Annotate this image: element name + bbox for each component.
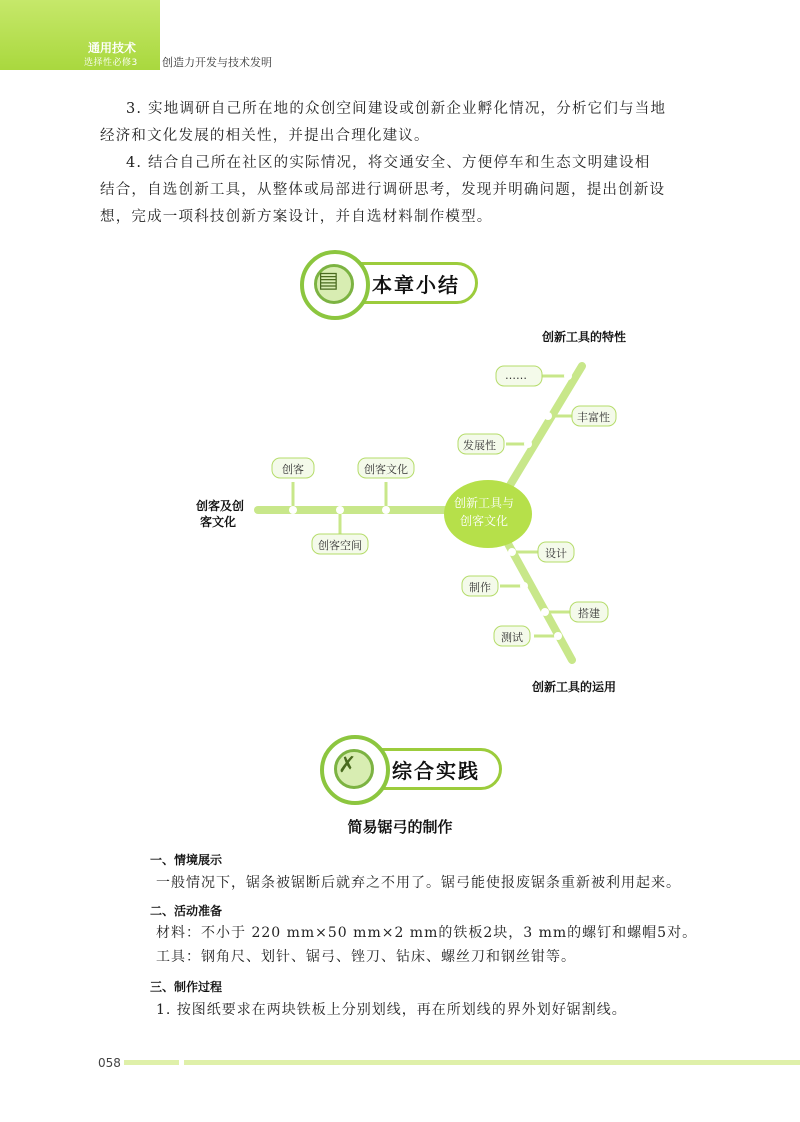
book-title: 通用技术 <box>88 41 137 55</box>
chapter-title: 创造力开发与技术发明 <box>162 56 272 69</box>
label-dajian: 搭建 <box>578 607 600 620</box>
wrench-icon: ✗ <box>338 753 357 778</box>
label-more: …… <box>505 369 527 382</box>
center-label-1: 创新工具与 <box>454 496 515 510</box>
label-sheji: 设计 <box>545 547 567 560</box>
footer-bar-short <box>124 1060 179 1065</box>
label-chuangke: 创客 <box>282 463 304 476</box>
book-icon: ▤ <box>318 268 339 293</box>
node-dot <box>541 608 549 616</box>
practice-subtitle: 简易锯弓的制作 <box>347 818 453 836</box>
label-zhizuo: 制作 <box>469 581 491 594</box>
paragraph-4-line1: 4. 结合自己所在社区的实际情况，将交通安全、方便停车和生态文明建设相 <box>126 155 651 171</box>
gear-tools-icon <box>320 735 390 805</box>
book-subtitle: 选择性必修3 <box>84 58 138 68</box>
lower-branch-title: 创新工具的运用 <box>532 680 617 694</box>
paragraph-3-line2: 经济和文化发展的相关性，并提出合理化建议。 <box>100 128 430 144</box>
paragraph-4-line3: 想，完成一项科技创新方案设计，并自选材料制作模型。 <box>100 209 493 225</box>
label-chuangke-kongjian: 创客空间 <box>318 539 362 552</box>
label-fazhan: 发展性 <box>463 439 496 452</box>
left-branch-title-1: 创客及创 <box>196 499 245 513</box>
upper-branch-title: 创新工具的特性 <box>542 330 627 344</box>
node-dot <box>382 506 390 514</box>
label-fengfu: 丰富性 <box>577 411 610 424</box>
section2-text2: 工具：钢角尺、划针、锯弓、锉刀、钻床、螺丝刀和钢丝钳等。 <box>156 949 576 965</box>
mind-map <box>0 320 800 700</box>
practice-title: 综合实践 <box>392 759 480 783</box>
paragraph-3-line1: 3. 实地调研自己所在地的众创空间建设或创新企业孵化情况，分析它们与当地 <box>126 101 667 117</box>
footer-bar-long <box>184 1060 800 1065</box>
node-dot <box>520 582 528 590</box>
left-branch-title-2: 客文化 <box>200 515 237 529</box>
section2-text1: 材料：不小于 220 mm×50 mm×2 mm的铁板2块，3 mm的螺钉和螺帽5对。 <box>156 925 698 941</box>
label-chuangke-wenhua: 创客文化 <box>364 463 408 476</box>
page-number: 058 <box>98 1056 121 1070</box>
center-label-2: 创客文化 <box>460 514 509 528</box>
node-dot <box>554 632 562 640</box>
node-dot <box>508 548 516 556</box>
gear-book-icon <box>300 250 370 320</box>
section2-title: 二、活动准备 <box>150 904 223 918</box>
section3-text: 1. 按图纸要求在两块铁板上分别划线，再在所划线的界外划好锯割线。 <box>156 1002 627 1018</box>
section3-title: 三、制作过程 <box>150 980 223 994</box>
node-dot <box>544 412 552 420</box>
section1-title: 一、情境展示 <box>150 853 223 867</box>
node-dot <box>564 372 572 380</box>
label-ceshi: 测试 <box>501 631 523 644</box>
summary-title: 本章小结 <box>372 273 460 297</box>
section1-text: 一般情况下，锯条被锯断后就弃之不用了。锯弓能使报废锯条重新被利用起来。 <box>156 875 681 891</box>
node-dot <box>289 506 297 514</box>
paragraph-4-line2: 结合，自选创新工具，从整体或局部进行调研思考，发现并明确问题，提出创新设 <box>100 182 666 198</box>
node-dot <box>336 506 344 514</box>
node-dot <box>524 440 532 448</box>
